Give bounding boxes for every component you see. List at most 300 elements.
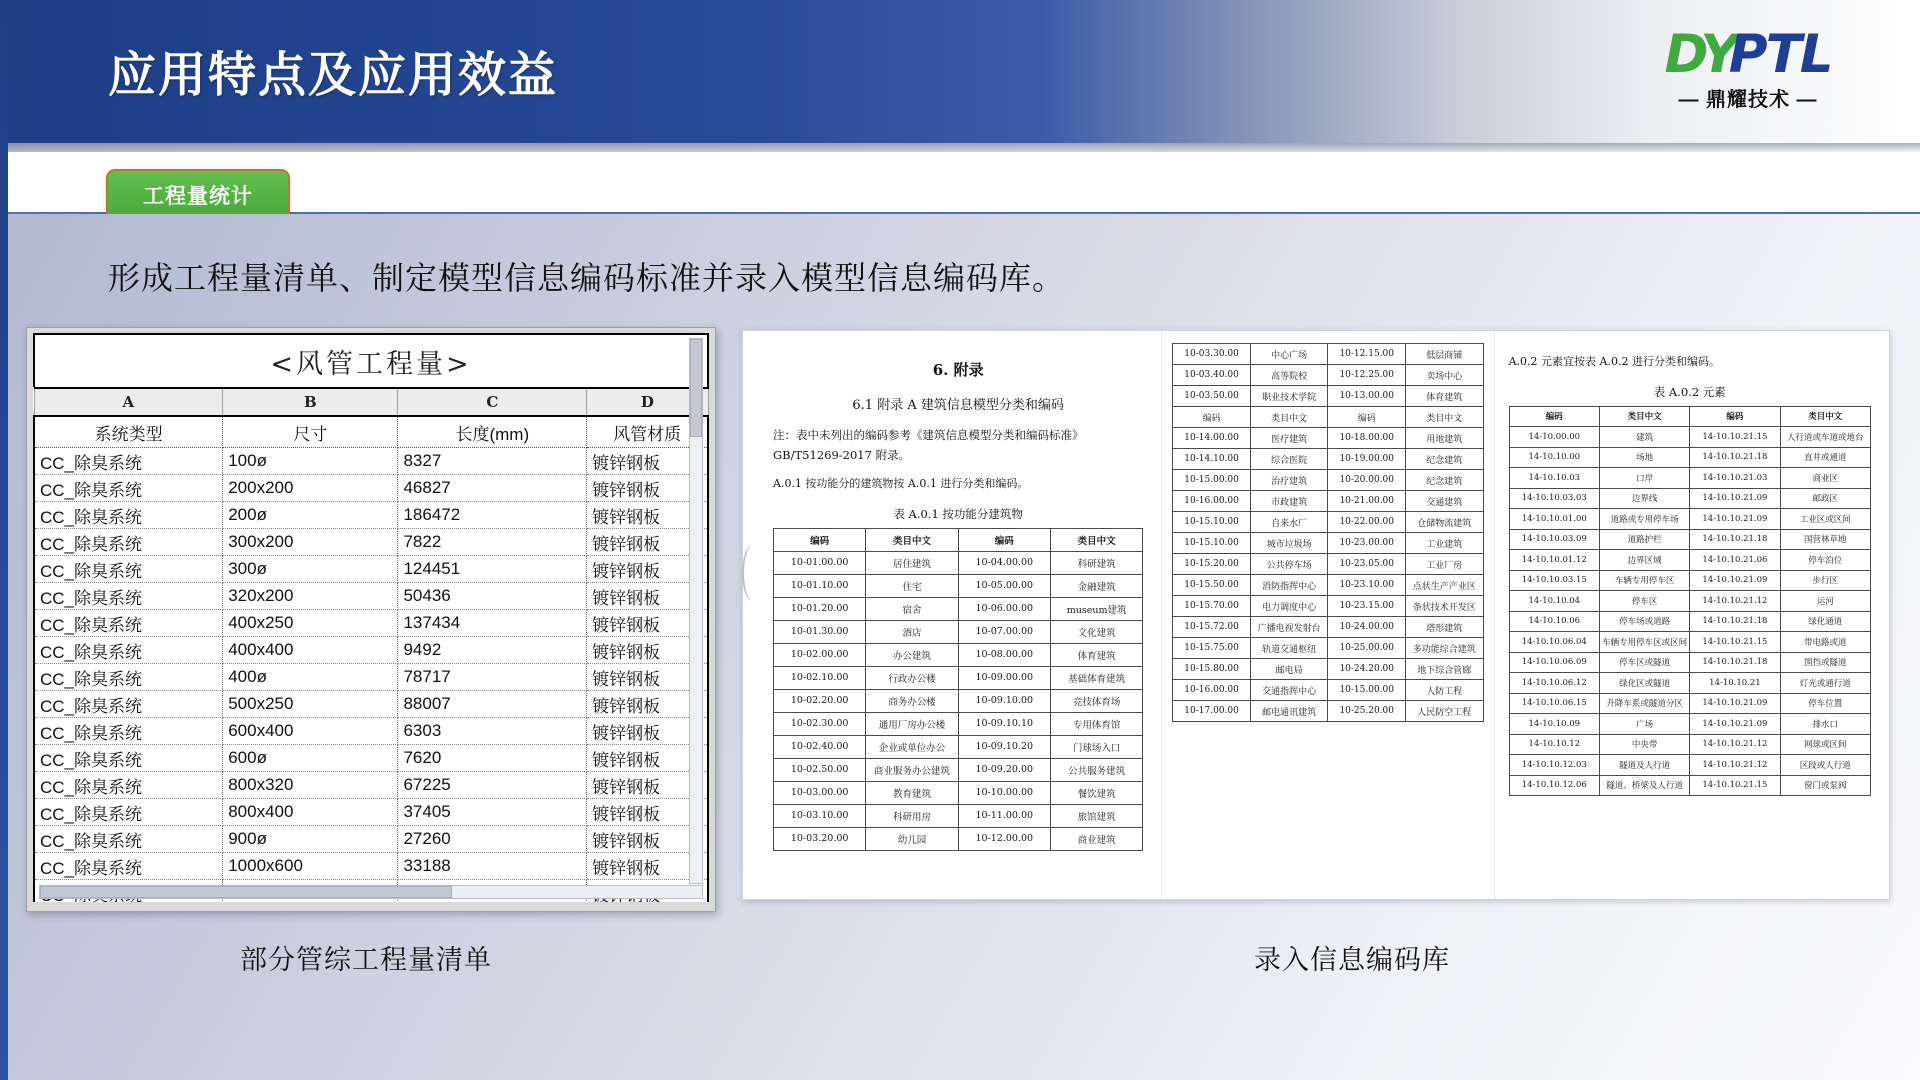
appendix-row xyxy=(1173,554,1483,575)
code-cell: 10-03.20.00 xyxy=(774,827,866,850)
cell-system-type[interactable]: CC_除臭系统 xyxy=(34,475,223,502)
appendix-row xyxy=(1509,673,1870,694)
label-cell: 市政建筑 xyxy=(1250,491,1328,512)
table-row[interactable] xyxy=(34,556,708,583)
table-row[interactable] xyxy=(34,745,708,772)
appendix-row xyxy=(1509,550,1870,571)
label-cell: 广播电视发射台 xyxy=(1250,617,1328,638)
code-cell: 10-14.00.00 xyxy=(1173,428,1251,449)
column-letter-b[interactable]: B xyxy=(223,388,398,416)
code-cell: 10-15.10.00 xyxy=(1173,533,1251,554)
a02-th-name-1: 类目中文 xyxy=(1599,406,1689,427)
label-cell: 科研建筑 xyxy=(1050,551,1142,574)
table-row[interactable] xyxy=(34,637,708,664)
code-cell: 10-23.00.00 xyxy=(1328,533,1406,554)
cell-material[interactable]: 镀锌钢板 xyxy=(587,772,708,799)
a01-body xyxy=(774,551,1143,850)
label-cell: 人防工程 xyxy=(1406,680,1484,701)
a01b-body xyxy=(1173,344,1483,722)
a02-th-name-2: 类目中文 xyxy=(1780,406,1870,427)
code-cell: 14-10.10.03.03 xyxy=(1509,488,1599,509)
label-cell: 仓储物流建筑 xyxy=(1406,512,1484,533)
cell-size[interactable]: 100ø xyxy=(223,448,398,475)
label-cell: 办公建筑 xyxy=(866,643,958,666)
label-cell: 条状技术开发区 xyxy=(1406,596,1484,617)
label-cell: 人行道或车道或地台 xyxy=(1780,427,1870,448)
appendix-row xyxy=(1509,591,1870,612)
appendix-row xyxy=(1509,427,1870,448)
appendix-row xyxy=(774,804,1143,827)
label-cell: 科研用房 xyxy=(866,804,958,827)
cell-size[interactable]: 900ø xyxy=(223,826,398,853)
code-cell: 10-20.00.00 xyxy=(1328,470,1406,491)
label-cell: 邮政区 xyxy=(1780,488,1870,509)
label-cell: 中心广场 xyxy=(1250,344,1328,365)
section-tab-label: 工程量统计 xyxy=(143,185,253,208)
cell-size[interactable]: 320x200 xyxy=(223,583,398,610)
spreadsheet-vertical-scrollbar[interactable] xyxy=(689,338,703,884)
a01-th-code-1: 编码 xyxy=(774,528,866,551)
appendix-row xyxy=(1173,575,1483,596)
code-cell: 10-09.10.00 xyxy=(958,689,1050,712)
doc-column-left xyxy=(743,331,1161,899)
cell-length[interactable]: 46827 xyxy=(398,475,587,502)
a02-body xyxy=(1509,427,1870,796)
doc-note: 注：表中未列出的编码参考《建筑信息模型分类和编码标准》GB/T51269-2017 附录。 xyxy=(773,428,1084,463)
logo-text-dy: DY xyxy=(1664,24,1735,85)
column-letter-a[interactable]: A xyxy=(34,388,223,416)
spreadsheet-horizontal-scrollbar[interactable] xyxy=(39,885,703,899)
code-cell: 10-15.00.00 xyxy=(1173,470,1251,491)
caption-left: 部分管综工程量清单 xyxy=(240,945,492,975)
cell-size[interactable]: 600x400 xyxy=(223,718,398,745)
cell-size[interactable]: 400x250 xyxy=(223,610,398,637)
code-cell: 10-15.72.00 xyxy=(1173,617,1251,638)
code-cell: 14-10.10.21.09 xyxy=(1690,714,1780,735)
cell-length[interactable]: 9492 xyxy=(398,637,587,664)
label-cell: 商业区 xyxy=(1780,468,1870,489)
appendix-row xyxy=(774,781,1143,804)
code-cell: 10-23.05.00 xyxy=(1328,554,1406,575)
label-cell: 绿化区或隧道 xyxy=(1599,673,1689,694)
appendix-row xyxy=(774,643,1143,666)
vertical-scroll-thumb[interactable] xyxy=(690,339,702,437)
code-cell: 10-15.70.00 xyxy=(1173,596,1251,617)
cell-size[interactable]: 400x400 xyxy=(223,637,398,664)
cell-length[interactable]: 33188 xyxy=(398,853,587,880)
label-cell: 道路或专用停车场 xyxy=(1599,509,1689,530)
code-cell: 14-10.10.03.15 xyxy=(1509,570,1599,591)
label-cell: 运河 xyxy=(1780,591,1870,612)
code-cell: 编码 xyxy=(1173,407,1251,428)
code-cell: 14-10.10.21.18 xyxy=(1690,447,1780,468)
code-cell: 14-10.10.21 xyxy=(1690,673,1780,694)
doc-heading-appendix: 6. 附录 xyxy=(932,361,984,379)
code-cell: 10-09.20.00 xyxy=(958,758,1050,781)
cell-system-type[interactable]: CC_除臭系统 xyxy=(34,853,223,880)
label-cell: 医疗建筑 xyxy=(1250,428,1328,449)
doc-table-caption-a02: 表 A.0.2 元素 xyxy=(1653,384,1726,399)
code-cell: 10-03.50.00 xyxy=(1173,386,1251,407)
code-cell: 14-10.10.03 xyxy=(1509,468,1599,489)
table-row[interactable] xyxy=(34,529,708,556)
appendix-row xyxy=(1509,570,1870,591)
code-cell: 14-10.10.21.18 xyxy=(1690,529,1780,550)
cell-system-type[interactable]: CC_除臭系统 xyxy=(34,529,223,556)
cell-size[interactable]: 600ø xyxy=(223,745,398,772)
label-cell: 酒店 xyxy=(866,620,958,643)
field-header-material: 风管材质 xyxy=(587,416,708,448)
label-cell: 专用体育馆 xyxy=(1050,712,1142,735)
cell-length[interactable]: 88007 xyxy=(398,691,587,718)
logo-subtitle: — 鼎耀技术 — xyxy=(1678,89,1818,111)
a02-th-code-2: 编码 xyxy=(1690,406,1780,427)
table-row[interactable] xyxy=(34,853,708,880)
label-cell: 边界区域 xyxy=(1599,550,1689,571)
cell-system-type[interactable]: CC_除臭系统 xyxy=(34,637,223,664)
code-cell: 10-25.20.00 xyxy=(1328,701,1406,722)
appendix-row xyxy=(1509,488,1870,509)
standard-document-scan xyxy=(742,330,1890,900)
cell-length[interactable]: 7620 xyxy=(398,745,587,772)
code-cell: 10-15.10.00 xyxy=(1173,512,1251,533)
cell-material[interactable]: 镀锌钢板 xyxy=(587,475,708,502)
label-cell: 绿化通道 xyxy=(1780,611,1870,632)
label-cell: 低层商铺 xyxy=(1406,344,1484,365)
code-cell: 14-10.10.06 xyxy=(1509,611,1599,632)
label-cell: 治疗建筑 xyxy=(1250,470,1328,491)
table-row[interactable] xyxy=(34,664,708,691)
label-cell: 居住建筑 xyxy=(866,551,958,574)
label-cell: 职业技术学院 xyxy=(1250,386,1328,407)
cell-material[interactable]: 镀锌钢板 xyxy=(587,745,708,772)
code-cell: 10-12.25.00 xyxy=(1328,365,1406,386)
label-cell: 卖场中心 xyxy=(1406,365,1484,386)
appendix-row xyxy=(774,827,1143,850)
appendix-row xyxy=(1509,734,1870,755)
table-row[interactable] xyxy=(34,799,708,826)
code-cell: 10-03.00.00 xyxy=(774,781,866,804)
cell-length[interactable]: 78717 xyxy=(398,664,587,691)
label-cell: 城市垃圾场 xyxy=(1250,533,1328,554)
code-cell: 10-02.10.00 xyxy=(774,666,866,689)
code-cell: 14-10.10.21.09 xyxy=(1690,570,1780,591)
cell-material[interactable]: 镀锌钢板 xyxy=(587,718,708,745)
label-cell: 灯光或通行道 xyxy=(1780,673,1870,694)
label-cell: 幼儿园 xyxy=(866,827,958,850)
cell-size[interactable]: 800x400 xyxy=(223,799,398,826)
table-row[interactable] xyxy=(34,610,708,637)
code-cell: 10-09.10.20 xyxy=(958,735,1050,758)
cell-size[interactable]: 300x200 xyxy=(223,529,398,556)
field-header-length: 长度(mm) xyxy=(398,416,587,448)
label-cell: 停车泊位 xyxy=(1780,550,1870,571)
label-cell: 停车区或隧道 xyxy=(1599,652,1689,673)
label-cell: 地下综合管廊 xyxy=(1406,659,1484,680)
label-cell: 行政办公楼 xyxy=(866,666,958,689)
label-cell: 电力调度中心 xyxy=(1250,596,1328,617)
appendix-row xyxy=(1509,775,1870,796)
table-row[interactable] xyxy=(34,583,708,610)
label-cell: 旅馆建筑 xyxy=(1050,804,1142,827)
cell-system-type[interactable]: CC_除臭系统 xyxy=(34,826,223,853)
section-strip xyxy=(8,152,1920,214)
appendix-row xyxy=(1173,533,1483,554)
code-cell: 10-07.00.00 xyxy=(958,620,1050,643)
a01-th-code-2: 编码 xyxy=(958,528,1050,551)
label-cell: 邮电通讯建筑 xyxy=(1250,701,1328,722)
label-cell: 门球场入口 xyxy=(1050,735,1142,758)
label-cell: 体育建筑 xyxy=(1050,643,1142,666)
appendix-row xyxy=(1173,659,1483,680)
cell-size[interactable]: 400ø xyxy=(223,664,398,691)
code-cell: 10-02.30.00 xyxy=(774,712,866,735)
cell-system-type[interactable]: CC_除臭系统 xyxy=(34,799,223,826)
cell-material[interactable]: 镀锌钢板 xyxy=(587,826,708,853)
field-header-size: 尺寸 xyxy=(223,416,398,448)
cell-material[interactable]: 镀锌钢板 xyxy=(587,637,708,664)
label-cell: 类目中文 xyxy=(1250,407,1328,428)
doc-paragraph-a02: A.0.2 元素宜按表 A.0.2 进行分类和编码。 xyxy=(1508,355,1720,368)
label-cell: 广场 xyxy=(1599,714,1689,735)
code-cell: 10-09.00.00 xyxy=(958,666,1050,689)
left-edge-accent xyxy=(0,0,8,1080)
code-cell: 10-13.00.00 xyxy=(1328,386,1406,407)
code-cell: 14-10.10.21.03 xyxy=(1690,468,1780,489)
cell-size[interactable]: 200x200 xyxy=(223,475,398,502)
cell-material[interactable]: 镀锌钢板 xyxy=(587,529,708,556)
label-cell: 教育建筑 xyxy=(866,781,958,804)
duct-quantity-body xyxy=(34,448,708,903)
code-cell: 14-10.10.21.09 xyxy=(1690,693,1780,714)
table-row[interactable] xyxy=(34,502,708,529)
a01-th-name-2: 类目中文 xyxy=(1050,528,1142,551)
label-cell: 工业区或区间 xyxy=(1780,509,1870,530)
table-row[interactable] xyxy=(34,475,708,502)
doc-table-caption-a01: 表 A.0.1 按功能分建筑物 xyxy=(893,506,1023,521)
cell-system-type[interactable]: CC_除臭系统 xyxy=(34,664,223,691)
label-cell: 围挡或隧道 xyxy=(1780,652,1870,673)
cell-size[interactable]: 200ø xyxy=(223,502,398,529)
table-row[interactable] xyxy=(34,448,708,475)
column-letter-c[interactable]: C xyxy=(398,388,587,416)
code-cell: 10-19.00.00 xyxy=(1328,449,1406,470)
code-cell: 14-10.10.21.15 xyxy=(1690,632,1780,653)
a01-th-name-1: 类目中文 xyxy=(866,528,958,551)
label-cell: 车辆专用停车区或区间 xyxy=(1599,632,1689,653)
code-cell: 14-10.10.00 xyxy=(1509,447,1599,468)
cell-material[interactable]: 镀锌钢板 xyxy=(587,583,708,610)
label-cell: 邮电局 xyxy=(1250,659,1328,680)
appendix-row xyxy=(1173,470,1483,491)
appendix-row xyxy=(1509,509,1870,530)
cell-length[interactable]: 8327 xyxy=(398,448,587,475)
duct-quantity-table xyxy=(33,387,709,902)
appendix-row xyxy=(1173,428,1483,449)
label-cell: 停车区 xyxy=(1599,591,1689,612)
label-cell: 消防指挥中心 xyxy=(1250,575,1328,596)
label-cell: 窗门或泵阀 xyxy=(1780,775,1870,796)
cell-material[interactable]: 镀锌钢板 xyxy=(587,853,708,880)
code-cell: 14-10.10.12 xyxy=(1509,734,1599,755)
appendix-row xyxy=(1509,755,1870,776)
table-row[interactable] xyxy=(34,826,708,853)
label-cell: 国营林草地 xyxy=(1780,529,1870,550)
code-cell: 14-10.10.21.12 xyxy=(1690,591,1780,612)
spreadsheet-title: <风管工程量> xyxy=(33,333,709,387)
cell-length[interactable]: 27260 xyxy=(398,826,587,853)
table-row[interactable] xyxy=(34,718,708,745)
label-cell: 基础体育建筑 xyxy=(1050,666,1142,689)
code-cell: 10-02.00.00 xyxy=(774,643,866,666)
cell-size[interactable]: 300ø xyxy=(223,556,398,583)
cell-length[interactable]: 50436 xyxy=(398,583,587,610)
doc-paragraph-a01: A.0.1 按功能分的建筑物按 A.0.1 进行分类和编码。 xyxy=(773,477,1029,491)
cell-system-type[interactable]: CC_除臭系统 xyxy=(34,745,223,772)
cell-system-type[interactable]: CC_除臭系统 xyxy=(34,691,223,718)
label-cell: 边界线 xyxy=(1599,488,1689,509)
label-cell: 工业建筑 xyxy=(1406,533,1484,554)
code-cell: 10-08.00.00 xyxy=(958,643,1050,666)
code-cell: 10-02.20.00 xyxy=(774,689,866,712)
label-cell: 中央带 xyxy=(1599,734,1689,755)
cell-length[interactable]: 37405 xyxy=(398,799,587,826)
code-cell: 10-15.00.00 xyxy=(1328,680,1406,701)
label-cell: 商务办公楼 xyxy=(866,689,958,712)
cell-size[interactable]: 800x320 xyxy=(223,772,398,799)
label-cell: 网球或区间 xyxy=(1780,734,1870,755)
page-title: 应用特点及应用效益 xyxy=(108,47,559,103)
cell-system-type[interactable]: CC_除臭系统 xyxy=(34,502,223,529)
appendix-row xyxy=(1509,447,1870,468)
label-cell: 步行区 xyxy=(1780,570,1870,591)
label-cell: 交通指挥中心 xyxy=(1250,680,1328,701)
cell-length[interactable]: 6303 xyxy=(398,718,587,745)
code-cell: 10-14.10.00 xyxy=(1173,449,1251,470)
table-row[interactable] xyxy=(34,772,708,799)
code-cell: 14-10.00.00 xyxy=(1509,427,1599,448)
label-cell: 餐饮建筑 xyxy=(1050,781,1142,804)
label-cell: 商业服务办公建筑 xyxy=(866,758,958,781)
cell-system-type[interactable]: CC_除臭系统 xyxy=(34,610,223,637)
cell-material[interactable]: 镀锌钢板 xyxy=(587,799,708,826)
code-cell: 14-10.10.21.06 xyxy=(1690,550,1780,571)
table-row[interactable] xyxy=(34,691,708,718)
header-shadow xyxy=(8,143,1920,152)
appendix-a01-continued-table xyxy=(1172,343,1483,722)
a02-th-code-1: 编码 xyxy=(1509,406,1599,427)
column-letter-d[interactable]: D xyxy=(587,388,708,416)
appendix-row xyxy=(1509,714,1870,735)
label-cell: 点状生产产业区 xyxy=(1406,575,1484,596)
code-cell: 14-10.10.21.18 xyxy=(1690,652,1780,673)
appendix-row xyxy=(774,666,1143,689)
appendix-row xyxy=(1173,344,1483,365)
code-cell: 10-15.20.00 xyxy=(1173,554,1251,575)
code-cell: 10-11.00.00 xyxy=(958,804,1050,827)
appendix-a01-table xyxy=(773,528,1143,851)
appendix-row xyxy=(1173,617,1483,638)
code-cell: 10-04.00.00 xyxy=(958,551,1050,574)
label-cell: 体育建筑 xyxy=(1406,386,1484,407)
cell-material[interactable]: 镀锌钢板 xyxy=(587,691,708,718)
a02-header-row xyxy=(1509,406,1870,427)
cell-system-type[interactable]: CC_除臭系统 xyxy=(34,718,223,745)
code-cell: 10-22.00.00 xyxy=(1328,512,1406,533)
code-cell: 10-16.00.00 xyxy=(1173,680,1251,701)
code-cell: 10-01.30.00 xyxy=(774,620,866,643)
code-cell: 14-10.10.21.12 xyxy=(1690,755,1780,776)
code-cell: 10-12.15.00 xyxy=(1328,344,1406,365)
appendix-row xyxy=(774,620,1143,643)
label-cell: 停车场或道路 xyxy=(1599,611,1689,632)
appendix-a02-table xyxy=(1509,406,1871,797)
cell-material[interactable]: 镀锌钢板 xyxy=(587,556,708,583)
label-cell: 车辆专用停车区 xyxy=(1599,570,1689,591)
code-cell: 14-10.10.06.12 xyxy=(1509,673,1599,694)
label-cell: 升降车系或隧道分区 xyxy=(1599,693,1689,714)
label-cell: 商业建筑 xyxy=(1050,827,1142,850)
code-cell: 14-10.10.21.09 xyxy=(1690,488,1780,509)
cell-system-type[interactable]: CC_除臭系统 xyxy=(34,772,223,799)
appendix-row xyxy=(1509,611,1870,632)
label-cell: museum建筑 xyxy=(1050,597,1142,620)
cell-length[interactable]: 186472 xyxy=(398,502,587,529)
code-cell: 10-10.00.00 xyxy=(958,781,1050,804)
label-cell: 带电路或道 xyxy=(1780,632,1870,653)
cell-system-type[interactable]: CC_除臭系统 xyxy=(34,583,223,610)
label-cell: 排水口 xyxy=(1780,714,1870,735)
code-cell: 10-02.40.00 xyxy=(774,735,866,758)
cell-length[interactable]: 7822 xyxy=(398,529,587,556)
appendix-row xyxy=(1173,449,1483,470)
code-cell: 14-10.10.21.12 xyxy=(1690,734,1780,755)
cell-system-type[interactable]: CC_除臭系统 xyxy=(34,556,223,583)
cell-size[interactable]: 500x250 xyxy=(223,691,398,718)
appendix-row xyxy=(1173,638,1483,659)
appendix-row xyxy=(774,689,1143,712)
cell-system-type[interactable]: CC_除臭系统 xyxy=(34,448,223,475)
horizontal-scroll-thumb[interactable] xyxy=(40,886,452,898)
code-cell: 10-24.00.00 xyxy=(1328,617,1406,638)
cell-size[interactable]: 1000x600 xyxy=(223,853,398,880)
cell-material[interactable]: 镀锌钢板 xyxy=(587,502,708,529)
appendix-row xyxy=(1173,491,1483,512)
code-cell: 10-17.00.00 xyxy=(1173,701,1251,722)
doc-column-middle xyxy=(1161,331,1493,899)
code-cell: 14-10.10.06.09 xyxy=(1509,652,1599,673)
cell-length[interactable]: 137434 xyxy=(398,610,587,637)
cell-material[interactable]: 镀锌钢板 xyxy=(587,448,708,475)
code-cell: 14-10.10.12.06 xyxy=(1509,775,1599,796)
cell-material[interactable]: 镀锌钢板 xyxy=(587,610,708,637)
column-letter-row xyxy=(34,388,708,416)
label-cell: 宿舍 xyxy=(866,597,958,620)
cell-length[interactable]: 67225 xyxy=(398,772,587,799)
label-cell: 金融建筑 xyxy=(1050,574,1142,597)
appendix-row xyxy=(1509,529,1870,550)
cell-length[interactable]: 124451 xyxy=(398,556,587,583)
code-cell: 10-02.50.00 xyxy=(774,758,866,781)
label-cell: 纪念建筑 xyxy=(1406,470,1484,491)
cell-material[interactable]: 镀锌钢板 xyxy=(587,664,708,691)
code-cell: 10-21.00.00 xyxy=(1328,491,1406,512)
appendix-row xyxy=(1509,468,1870,489)
appendix-row xyxy=(1173,512,1483,533)
code-cell: 10-12.00.00 xyxy=(958,827,1050,850)
label-cell: 公共服务建筑 xyxy=(1050,758,1142,781)
spreadsheet-window xyxy=(26,327,716,912)
